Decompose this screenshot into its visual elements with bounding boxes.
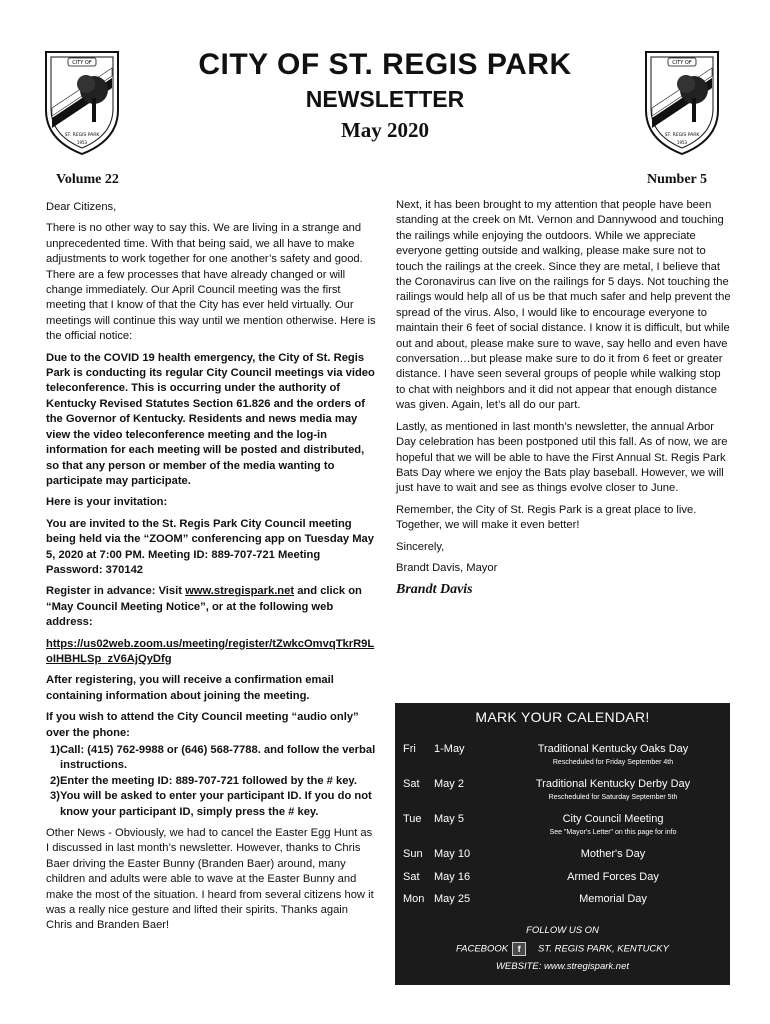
phone-step-2: 2)Enter the meeting ID: 889-707-721 followed by the # key.: [50, 774, 357, 787]
city-seal-left: [42, 48, 122, 158]
facebook-icon[interactable]: f: [512, 942, 526, 956]
register-post: and click on “May Council Meeting Notice”, or at the following web address:: [46, 585, 362, 629]
phone-step-3: 3)You will be asked to enter your participant ID. If you do not know your participant ID, simply press the # key.: [50, 790, 372, 818]
newsletter-city-title: CITY OF ST. REGIS PARK: [198, 48, 572, 81]
sincerely: Sincerely,: [396, 540, 445, 553]
calendar-event-name: City Council Meeting: [562, 813, 664, 825]
calendar-event-name: Armed Forces Day: [567, 871, 659, 883]
newsletter-date: May 2020: [340, 118, 430, 142]
intro-paragraph: There is no other way to say this. We are living in a strange and unprecedented time. With that being said, we all have to make adjustments to work together for one another’s safety and good. There are a few processes that have already changed or will change immediately. Our April Council meeting was the first meeting that I know of that the City has ever held virtually. Our meetings will continue this way until we mention otherwise. Here is the official notice:: [46, 222, 376, 343]
svg-text:ST. REGIS PARK: ST. REGIS PARK: [64, 133, 100, 138]
calendar-day: Tue: [403, 813, 422, 825]
newsletter-subtitle: NEWSLETTER: [305, 86, 465, 112]
calendar-event-note: Rescheduled for Friday September 4th: [552, 759, 674, 766]
invitation-details: You are invited to the St. Regis Park City Council meeting being held via the “ZOOM” conferencing app on Tuesday May 5, 2020 at 7:00 PM. Meeting ID: 889-707-721 Meeting Password: 370142: [46, 517, 375, 576]
svg-text:CITY OF: CITY OF: [672, 60, 692, 66]
volume-label: Volume 22: [56, 172, 119, 187]
calendar-title: MARK YOUR CALENDAR!: [475, 709, 650, 725]
arbor-day-paragraph: Lastly, as mentioned in last month’s newsletter, the annual Arbor Day celebration has been postponed util this fall. As of now, we are hopeful that we will be able to have the First Annual St. Regis Park Bats Day where we enjoy the Bats play baseball. However, we will just have to wait and see as things evolve closer to June.: [396, 420, 728, 495]
facebook-label: FACEBOOK: [456, 943, 509, 955]
number-label: Number 5: [647, 172, 708, 187]
website-link[interactable]: www.stregispark.net: [185, 585, 295, 598]
city-seal-right: [642, 48, 722, 158]
mayor-signature: Brandt Davis: [396, 582, 473, 598]
greeting: Dear Citizens,: [46, 201, 117, 213]
calendar-date: May 5: [434, 813, 464, 825]
calendar-event-name: Memorial Day: [579, 893, 647, 905]
mark-your-calendar-box: [395, 703, 730, 985]
mayor-name: Brandt Davis, Mayor: [396, 561, 498, 574]
seal-top-text: CITY OF: [72, 60, 92, 66]
calendar-day: Fri: [403, 743, 416, 755]
calendar-event-note: Rescheduled for Saturday September 5th: [548, 794, 678, 801]
calendar-day: Mon: [403, 893, 425, 905]
calendar-day: Sat: [403, 778, 420, 790]
calendar-day: Sun: [403, 848, 423, 860]
right-column: [396, 198, 731, 604]
register-paragraph: [46, 584, 376, 630]
facebook-line[interactable]: [395, 942, 730, 956]
calendar-day: Sat: [403, 871, 420, 883]
calendar-date: May 2: [434, 778, 464, 790]
calendar-event-name: Mother's Day: [580, 848, 646, 860]
facebook-page-name: ST. REGIS PARK, KENTUCKY: [538, 943, 669, 955]
official-notice: Due to the COVID 19 health emergency, the City of St. Regis Park is conducting its regular City Council meetings via video teleconference. This is occurring under the authority of Kentucky Revised Statutes Section 61.826 and the orders of the Governor of Kentucky. Residents and news media may view the video teleconference meeting and the log-in information for each meeting will be posted and distributed, so that any person or member of the media wanting to participate may participate.: [46, 351, 375, 487]
register-pre: Register in advance: Visit: [46, 585, 186, 598]
after-registering: After registering, you will receive a confirmation email containing information about joining the meeting.: [46, 674, 334, 702]
svg-text:1953: 1953: [676, 140, 688, 145]
calendar-event-name: Traditional Kentucky Oaks Day: [537, 743, 689, 755]
phone-heading: If you wish to attend the City Council meeting “audio only” over the phone:: [46, 711, 359, 739]
follow-us-label: FOLLOW US ON: [526, 925, 599, 936]
closing-paragraph: Remember, the City of St. Regis Park is a great place to live. Together, we will make it even better!: [396, 503, 697, 532]
calendar-event-name: Traditional Kentucky Derby Day: [535, 778, 691, 790]
other-news: Other News - Obviously, we had to cancel the Easter Egg Hunt as I discussed in last month’s newsletter. However, thanks to Chris Baer driving the Easter Bunny (Branden Baer) around, many children and adults were able to wave at the Easter Bunny and make the most of the situation. I heard from several citizens how it was a really nice gesture and lifted their spirits. Thanks again Chris and Branden Baer!: [46, 827, 374, 932]
calendar-date: May 16: [434, 871, 471, 883]
calendar-event-note: See "Mayor's Letter" on this page for info: [549, 829, 677, 836]
calendar-date: May 25: [434, 893, 471, 905]
zoom-register-link[interactable]: https://us02web.zoom.us/meeting/register/tZwkcOmvqTkrR9LoIHBHLSp_zV6AjQyDfg: [46, 637, 375, 665]
left-column: [46, 200, 376, 940]
svg-text:ST. REGIS PARK: ST. REGIS PARK: [664, 133, 700, 138]
calendar-date: 1-May: [434, 743, 465, 755]
calendar-date: May 10: [434, 848, 471, 860]
railings-paragraph: Next, it has been brought to my attention that people have been standing at the creek on Mt. Vernon and Dannywood and touching the railings while enjoying the outdoors. While we appreciate everyone getting outside and walking, please make sure not to touch the railings at the creek. Since they are metal, I believe that the Coronavirus can live on the railings for 5 days. Not touching the railings would help all of us be that much safer and help prevent the spread of the virus. Also, I would like to encourage everyone to maintain their 6 feet of social distance. I know it is difficult, but while out and about, please make sure to wave, say hello and even have conversation…but please make sure to do it from 6 feet or greater distance. I have seen several groups of people while walking stop to chat with neighbors and it did not appear that enough distance was given. Again, let’s all do our part.: [396, 199, 731, 412]
svg-text:1953: 1953: [76, 140, 88, 145]
phone-step-1: 1)Call: (415) 762-9988 or (646) 568-7788. and follow the verbal instructions.: [50, 744, 376, 772]
invitation-heading: Here is your invitation:: [46, 496, 168, 509]
website-line[interactable]: WEBSITE: www.stregispark.net: [495, 961, 630, 972]
